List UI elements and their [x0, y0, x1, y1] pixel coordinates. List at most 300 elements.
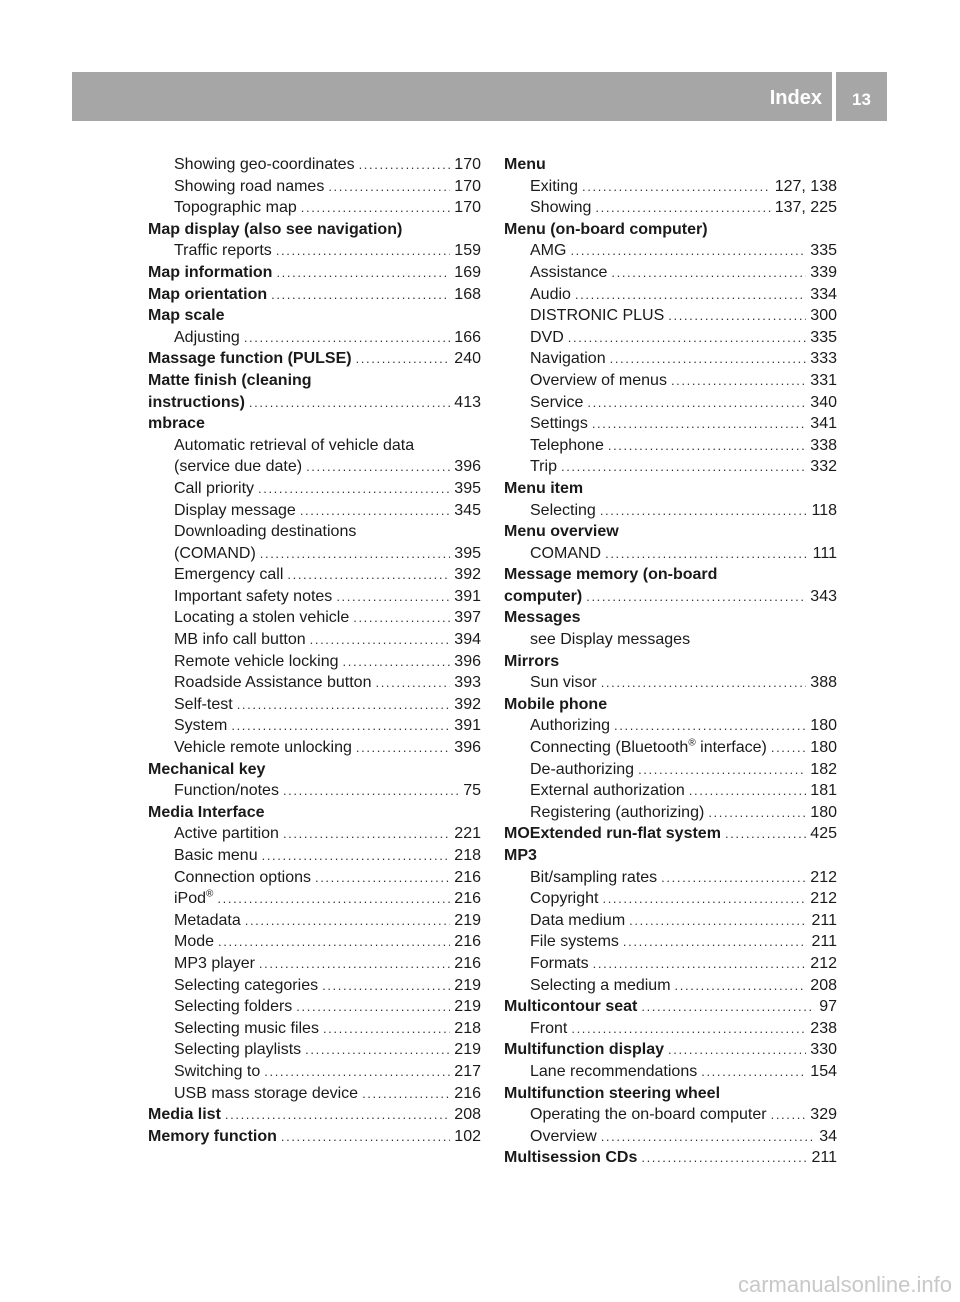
entry-text: Display message: [174, 501, 296, 519]
entry-text: MP3: [504, 847, 537, 864]
index-subentry: [148, 435, 481, 457]
index-subentry: [504, 370, 837, 392]
entry-text: COMAND: [530, 544, 602, 562]
page-reference: 208: [810, 976, 837, 994]
dot-leader: [258, 478, 450, 500]
entry-text: Menu overview: [504, 523, 619, 541]
page-reference: 388: [810, 674, 837, 692]
dot-leader: [353, 607, 450, 629]
dot-leader: [343, 651, 451, 673]
entry-text: Menu (on-board computer): [504, 220, 708, 238]
entry-term: [530, 284, 571, 306]
page-reference: 102: [454, 1127, 481, 1145]
dot-leader: [356, 348, 451, 370]
index-subentry: [148, 1039, 481, 1061]
entry-term: [148, 759, 265, 781]
entry-term: [174, 1018, 319, 1040]
entry-term: [530, 867, 657, 889]
dot-leader: [301, 197, 451, 219]
entry-term: [530, 176, 578, 198]
index-subentry: [148, 197, 481, 219]
page-reference: 339: [810, 263, 837, 281]
dot-leader: [322, 975, 450, 997]
entry-text: Media Interface: [148, 803, 265, 821]
entry-term: [174, 543, 256, 565]
index-subentry: [148, 629, 481, 651]
page-reference: 391: [454, 717, 481, 735]
entry-text: Copyright: [530, 890, 599, 908]
dot-leader: [771, 1104, 807, 1126]
entry-term: [148, 305, 224, 327]
entry-term: [148, 1104, 221, 1126]
page-reference: 208: [454, 1106, 481, 1124]
entry-text: File systems: [530, 933, 619, 951]
dot-leader: [218, 931, 450, 953]
entry-term: [174, 888, 213, 910]
index-subentry: [148, 456, 481, 478]
entry-term: [530, 392, 583, 414]
entry-term: [530, 802, 704, 824]
entry-term: [148, 413, 205, 435]
index-subentry: [148, 607, 481, 629]
page-reference: 395: [454, 544, 481, 562]
entry-text: Front: [530, 1019, 568, 1037]
dot-leader: [356, 737, 450, 759]
entry-text: Data medium: [530, 911, 626, 929]
page-reference: 397: [454, 609, 481, 627]
entry-term: [530, 348, 606, 370]
entry-text: External authorization: [530, 782, 685, 800]
entry-term: [504, 607, 581, 629]
dot-leader: [701, 1061, 806, 1083]
page-reference: 75: [463, 782, 481, 800]
entry-text: Mirrors: [504, 652, 560, 670]
entry-text: Automatic retrieval of vehicle data: [174, 436, 415, 454]
entry-term: [174, 975, 318, 997]
page-reference: 169: [454, 263, 481, 281]
page-reference: 413: [454, 393, 481, 411]
index-subentry: [504, 715, 837, 737]
index-subentry: [148, 327, 481, 349]
entry-term: [530, 780, 685, 802]
page-reference: 170: [454, 177, 481, 195]
entry-term: [530, 327, 564, 349]
entry-term: [504, 823, 721, 845]
page-reference: 180: [810, 803, 837, 821]
entry-term: [148, 219, 402, 241]
page-reference: 425: [810, 825, 837, 843]
page-reference: 216: [454, 954, 481, 972]
entry-text: Remote vehicle locking: [174, 652, 339, 670]
entry-text: Multifunction steering wheel: [504, 1084, 721, 1102]
entry-term: [148, 392, 245, 414]
entry-text: instructions): [148, 393, 245, 411]
index-entry: [504, 521, 837, 543]
entry-text: Showing road names: [174, 177, 325, 195]
entry-term: [174, 586, 332, 608]
index-entry: [504, 564, 837, 586]
entry-term: [148, 348, 352, 370]
entry-text: USB mass storage device: [174, 1084, 359, 1102]
entry-term: [530, 1104, 767, 1126]
index-subentry: [504, 737, 837, 759]
entry-term: [174, 478, 254, 500]
dot-leader: [708, 802, 806, 824]
index-subentry: [148, 694, 481, 716]
index-subentry: [148, 543, 481, 565]
entry-text: Active partition: [174, 825, 279, 843]
dot-leader: [283, 780, 459, 802]
page-reference: 216: [454, 868, 481, 886]
entry-term: [504, 154, 546, 176]
page-reference: 396: [454, 652, 481, 670]
index-subentry: [148, 715, 481, 737]
entry-term: [530, 435, 604, 457]
page-reference: 335: [810, 328, 837, 346]
entry-term: [504, 694, 607, 716]
index-subentry: [148, 845, 481, 867]
index-subentry: [504, 456, 837, 478]
index-subentry: [148, 931, 481, 953]
index-entry: [504, 586, 837, 608]
index-entry: [504, 651, 837, 673]
entry-term: [504, 996, 637, 1018]
index-subentry: [148, 478, 481, 500]
entry-term: [504, 564, 717, 586]
index-subentry: [504, 392, 837, 414]
entry-term: [530, 953, 589, 975]
entry-text: Map information: [148, 263, 273, 281]
index-entry: [148, 262, 481, 284]
entry-text: Downloading destinations: [174, 523, 357, 541]
index-subentry: [148, 910, 481, 932]
entry-text: Switching to: [174, 1062, 261, 1080]
page-reference: 238: [810, 1019, 837, 1037]
index-subentry: [504, 802, 837, 824]
dot-leader: [668, 1039, 806, 1061]
index-subentry: [148, 521, 481, 543]
page-reference: 211: [811, 1149, 837, 1167]
entry-term: [504, 651, 559, 673]
dot-leader: [260, 543, 451, 565]
dot-leader: [276, 262, 450, 284]
index-subentry: [148, 176, 481, 198]
entry-text: Important safety notes: [174, 587, 333, 605]
entry-term: [174, 867, 311, 889]
entry-term: [174, 1061, 260, 1083]
dot-leader: [225, 1104, 450, 1126]
dot-leader: [771, 737, 806, 759]
dot-leader: [281, 1126, 450, 1148]
page-reference: 217: [454, 1062, 481, 1080]
entry-text: Exiting: [530, 177, 579, 195]
index-subentry: [504, 327, 837, 349]
page-number: 13: [852, 90, 871, 109]
index-entry: [504, 1083, 837, 1105]
entry-text: Telephone: [530, 436, 604, 454]
entry-text: iPod: [174, 890, 207, 908]
dot-leader: [264, 1061, 450, 1083]
entry-term: [530, 715, 610, 737]
entry-term: [504, 1039, 664, 1061]
entry-text: Locating a stolen vehicle: [174, 609, 350, 627]
index-entry: [504, 154, 837, 176]
index-entry: [148, 219, 481, 241]
dot-leader: [611, 262, 806, 284]
entry-term: [504, 845, 537, 867]
index-subentry: [504, 1018, 837, 1040]
dot-leader: [306, 456, 450, 478]
dot-leader: [283, 823, 450, 845]
entry-text: Adjusting: [174, 328, 240, 346]
registered-mark: ®: [206, 888, 214, 900]
entry-text: Metadata: [174, 911, 241, 929]
entry-text: Menu item: [504, 479, 584, 497]
entry-term: [174, 715, 227, 737]
dot-leader: [375, 672, 450, 694]
page-reference: 34: [819, 1127, 837, 1145]
entry-term: [174, 435, 414, 457]
page-reference: 330: [810, 1041, 837, 1059]
page-reference: 395: [454, 479, 481, 497]
entry-text: Connecting (Bluetooth: [530, 739, 689, 757]
entry-text: Authorizing: [530, 717, 611, 735]
entry-text: Trip: [530, 458, 557, 476]
index-entry: [148, 284, 481, 306]
entry-term: [174, 521, 356, 543]
entry-term: [530, 888, 598, 910]
entry-text: Call priority: [174, 479, 255, 497]
dot-leader: [641, 996, 815, 1018]
dot-leader: [593, 953, 807, 975]
entry-term: [174, 607, 349, 629]
dot-leader: [315, 867, 450, 889]
dot-leader: [259, 953, 450, 975]
index-entry: [148, 1104, 481, 1126]
entry-term: [530, 1018, 567, 1040]
page-reference: 392: [454, 695, 481, 713]
entry-text: Bit/sampling rates: [530, 868, 658, 886]
dot-leader: [359, 154, 451, 176]
index-subentry: [148, 737, 481, 759]
entry-text: DVD: [530, 328, 564, 346]
entry-term: [148, 284, 267, 306]
entry-term: [174, 996, 292, 1018]
entry-text: mbrace: [148, 415, 205, 433]
entry-text: Multicontour seat: [504, 998, 638, 1016]
dot-leader: [217, 888, 450, 910]
entry-text: Map scale: [148, 307, 225, 325]
dot-leader: [602, 888, 806, 910]
entry-term: [174, 564, 283, 586]
index-subentry: [148, 996, 481, 1018]
index-subentry: [148, 672, 481, 694]
entry-term: [530, 672, 597, 694]
entry-text: Selecting a medium: [530, 976, 671, 994]
page-reference: 396: [454, 458, 481, 476]
entry-term: [504, 1083, 720, 1105]
entry-term: [174, 953, 255, 975]
index-subentry: [148, 1083, 481, 1105]
entry-text: System: [174, 717, 228, 735]
dot-leader: [592, 413, 806, 435]
index-entry: [504, 478, 837, 500]
dot-leader: [276, 240, 450, 262]
page-reference: 127, 138: [774, 177, 837, 195]
entry-term: [174, 823, 279, 845]
index-entry: [504, 996, 837, 1018]
section-title: Index: [769, 87, 822, 109]
entry-term: [530, 305, 664, 327]
entry-text: Sun visor: [530, 674, 597, 692]
dot-leader: [614, 715, 806, 737]
page-reference: 219: [454, 976, 481, 994]
dot-leader: [623, 931, 808, 953]
page-reference: 180: [810, 739, 837, 757]
page-reference: 212: [810, 868, 837, 886]
entry-term: [530, 456, 557, 478]
entry-text: Map orientation: [148, 285, 268, 303]
entry-text: Selecting categories: [174, 976, 319, 994]
index-subentry: [504, 413, 837, 435]
dot-leader: [323, 1018, 450, 1040]
entry-text: Formats: [530, 954, 589, 972]
page-reference: 168: [454, 285, 481, 303]
index-subentry: [504, 780, 837, 802]
entry-term: [530, 759, 634, 781]
index-entry: [504, 823, 837, 845]
dot-leader: [725, 823, 806, 845]
entry-text: MOExtended run-flat system: [504, 825, 721, 843]
dot-leader: [671, 370, 806, 392]
page-reference: 334: [810, 285, 837, 303]
entry-term: [504, 219, 708, 241]
index-subentry: [148, 1018, 481, 1040]
index-entry: [148, 802, 481, 824]
page-reference: 343: [810, 587, 837, 605]
page-reference: 182: [810, 760, 837, 778]
dot-leader: [362, 1083, 450, 1105]
index-entry: [504, 219, 837, 241]
index-entry: [148, 392, 481, 414]
page-reference: 332: [810, 458, 837, 476]
entry-term: [504, 586, 582, 608]
entry-text: Basic menu: [174, 847, 258, 864]
index-entry: [504, 845, 837, 867]
entry-text: Selecting folders: [174, 998, 293, 1016]
index-subentry: [504, 672, 837, 694]
dot-leader: [675, 975, 807, 997]
page-reference: 335: [810, 242, 837, 260]
entry-term: [530, 975, 671, 997]
page-reference: 219: [454, 998, 481, 1016]
entry-text: Lane recommendations: [530, 1062, 698, 1080]
index-column-right: [504, 154, 837, 1169]
page-reference: 212: [810, 954, 837, 972]
dot-leader: [575, 284, 806, 306]
page-reference: 219: [454, 1041, 481, 1059]
entry-term: [174, 176, 324, 198]
entry-term: [148, 262, 272, 284]
entry-text: Showing geo-coordinates: [174, 156, 355, 173]
page-reference: 338: [810, 436, 837, 454]
entry-term: [174, 845, 258, 867]
entry-term: [174, 197, 297, 219]
entry-text: Settings: [530, 415, 588, 433]
index-entry: [504, 1039, 837, 1061]
page-reference: 216: [454, 1084, 481, 1102]
index-entry: [148, 759, 481, 781]
page-reference: 170: [454, 156, 481, 173]
entry-term: [174, 1083, 358, 1105]
page-reference: 218: [454, 847, 481, 864]
dot-leader: [610, 348, 807, 370]
index-entry: [148, 1126, 481, 1148]
page-reference: 218: [454, 1019, 481, 1037]
entry-text: Matte finish (cleaning: [148, 371, 312, 389]
page-reference: 300: [810, 307, 837, 325]
index-subentry: [504, 435, 837, 457]
entry-text: Overview: [530, 1127, 597, 1145]
dot-leader: [570, 240, 806, 262]
index-subentry: [504, 305, 837, 327]
index-subentry: [148, 953, 481, 975]
entry-term: [530, 1061, 697, 1083]
page-reference: 331: [810, 371, 837, 389]
entry-text: Emergency call: [174, 566, 284, 584]
index-subentry: [504, 888, 837, 910]
index-entry: [504, 1147, 837, 1169]
index-subentry: [504, 500, 837, 522]
dot-leader: [582, 176, 771, 198]
dot-leader: [328, 176, 450, 198]
entry-text: Traffic reports: [174, 242, 272, 260]
dot-leader: [300, 500, 450, 522]
index-subentry: [504, 931, 837, 953]
dot-leader: [296, 996, 450, 1018]
entry-term: [174, 651, 339, 673]
dot-leader: [249, 392, 450, 414]
entry-text: Function/notes: [174, 782, 279, 800]
entry-text: Menu: [504, 156, 546, 173]
dot-leader: [287, 564, 450, 586]
entry-text: Mobile phone: [504, 695, 608, 713]
page-reference: 154: [810, 1062, 837, 1080]
entry-term: [174, 629, 306, 651]
entry-term: [530, 370, 667, 392]
dot-leader: [587, 392, 806, 414]
index-subentry: [148, 240, 481, 262]
page-reference: 392: [454, 566, 481, 584]
index-subentry: [504, 867, 837, 889]
entry-term: [174, 672, 371, 694]
page-reference: 345: [454, 501, 481, 519]
index-subentry: [148, 564, 481, 586]
index-subentry: [504, 953, 837, 975]
index-subentry: [148, 823, 481, 845]
entry-text: Audio: [530, 285, 571, 303]
dot-leader: [336, 586, 450, 608]
index-entry: [148, 348, 481, 370]
page-reference: 240: [454, 350, 481, 368]
entry-term: [530, 910, 625, 932]
entry-term: [174, 780, 279, 802]
entry-text: Massage function (PULSE): [148, 350, 352, 368]
entry-term: [174, 154, 355, 176]
entry-text: (service due date): [174, 458, 303, 476]
dot-leader: [661, 867, 806, 889]
entry-text: Showing: [530, 199, 592, 217]
